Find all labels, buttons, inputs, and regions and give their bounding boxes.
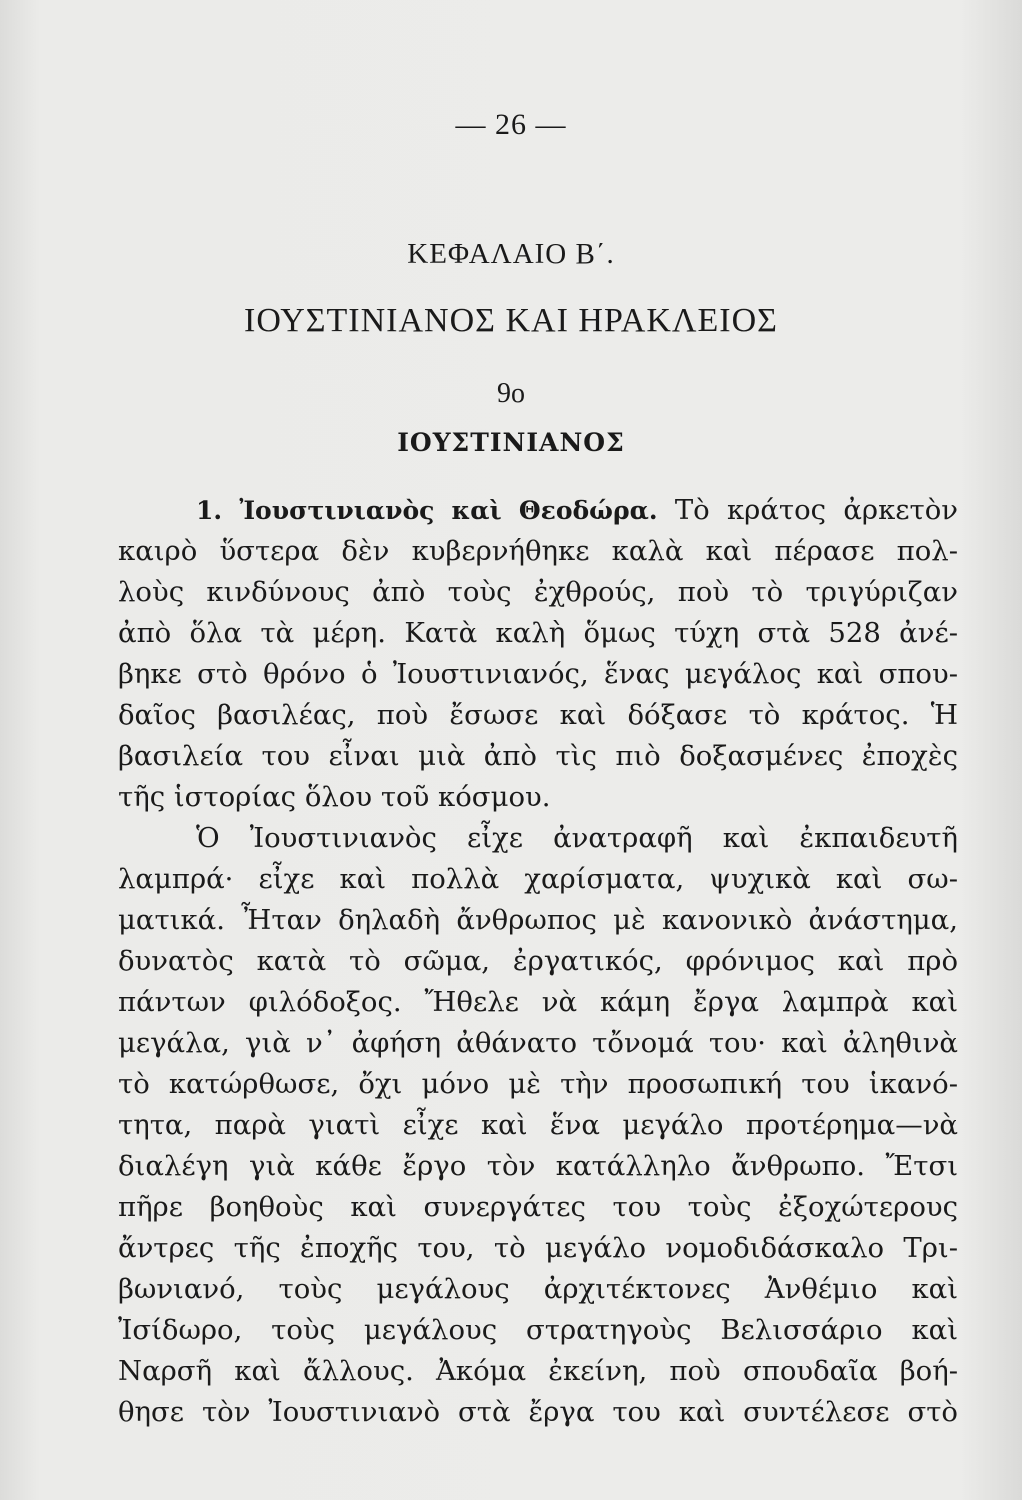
text-line: διαλέγη γιὰ κάθε ἔργο τὸν κατάλληλο ἄνθρωπο. Ἔτσι xyxy=(118,1150,958,1182)
text-line: Τὸ κράτος ἀρκετὸν xyxy=(674,494,959,526)
text-line: μεγάλα, γιὰ ν᾿ ἀφήση ἀθάνατο τὄνομά του· καὶ ἀληθινὰ xyxy=(118,1027,958,1059)
text-line: βωνιανό, τοὺς μεγάλους ἀρχιτέκτονες Ἀνθέμιο καὶ xyxy=(118,1273,958,1305)
text-line: βασιλεία του εἶναι μιὰ ἀπὸ τὶς πιὸ δοξασμένες ἐποχὲς xyxy=(118,740,958,772)
text-line: ἀπὸ ὅλα τὰ μέρη. Κατὰ καλὴ ὅμως τύχη στὰ 528 ἀνέ- xyxy=(118,617,958,649)
text-line: ἄντρες τῆς ἐποχῆς του, τὸ μεγάλο νομοδιδάσκαλο Τρι- xyxy=(118,1232,958,1264)
chapter-title: ΙΟΥΣΤΙΝΙΑΝΟΣ ΚΑΙ ΗΡΑΚΛΕΙΟΣ xyxy=(244,302,778,339)
text-line: Ναρσῆ καὶ ἄλλους. Ἀκόμα ἐκείνη, ποὺ σπουδαῖα βοή- xyxy=(118,1355,958,1387)
text-line: θησε τὸν Ἰουστινιανὸ στὰ ἔργα του καὶ συντέλεσε στὸ xyxy=(118,1396,958,1428)
text-line: βηκε στὸ θρόνο ὁ Ἰουστινιανός, ἕνας μεγάλος καὶ σπου- xyxy=(118,658,958,690)
text-line: καιρὸ ὕστερα δὲν κυβερνήθηκε καλὰ καὶ πέρασε πολ- xyxy=(118,535,958,567)
section-number: 9ο xyxy=(497,378,525,409)
text-line: λοὺς κινδύνους ἀπὸ τοὺς ἐχθρούς, ποὺ τὸ τριγύριζαν xyxy=(118,576,958,608)
page-number: — 26 — xyxy=(455,108,567,141)
text-line: δαῖος βασιλέας, ποὺ ἔσωσε καὶ δόξασε τὸ κράτος. Ἡ xyxy=(118,699,958,731)
text-line: τῆς ἱστορίας ὅλου τοῦ κόσμου. xyxy=(118,781,551,813)
text-line: ματικά. Ἦταν δηλαδὴ ἄνθρωπος μὲ κανονικὸ ἀνάστημα, xyxy=(118,904,958,936)
subsection-heading: 1. Ἰουστινιανὸς καὶ Θεοδώρα. xyxy=(196,496,658,525)
section-title: ΙΟΥΣΤΙΝΙΑΝΟΣ xyxy=(397,428,625,457)
chapter-label: ΚΕΦΑΛΑΙΟ Β΄. xyxy=(407,238,615,270)
text-line: πῆρε βοηθοὺς καὶ συνεργάτες του τοὺς ἐξοχώτερους xyxy=(118,1191,958,1223)
paragraph-1-first-line xyxy=(118,490,958,531)
text-line: λαμπρά· εἶχε καὶ πολλὰ χαρίσματα, ψυχικὰ καὶ σω- xyxy=(118,863,958,895)
body-text xyxy=(118,490,958,1433)
text-line: δυνατὸς κατὰ τὸ σῶμα, ἐργατικός, φρόνιμος καὶ πρὸ xyxy=(118,945,958,977)
text-line: Ἰσίδωρο, τοὺς μεγάλους στρατηγοὺς Βελισσάριο καὶ xyxy=(118,1314,958,1346)
text-line: τὸ κατώρθωσε, ὄχι μόνο μὲ τὴν προσωπική του ἱκανό- xyxy=(118,1068,958,1100)
text-line: πάντων φιλόδοξος. Ἤθελε νὰ κάμη ἔργα λαμπρὰ καὶ xyxy=(118,986,958,1018)
text-line: Ὁ Ἰουστινιανὸς εἶχε ἀνατραφῆ καὶ ἐκπαιδευτῆ xyxy=(196,822,958,854)
text-line: τητα, παρὰ γιατὶ εἶχε καὶ ἕνα μεγάλο προτέρημα—νὰ xyxy=(118,1109,958,1141)
